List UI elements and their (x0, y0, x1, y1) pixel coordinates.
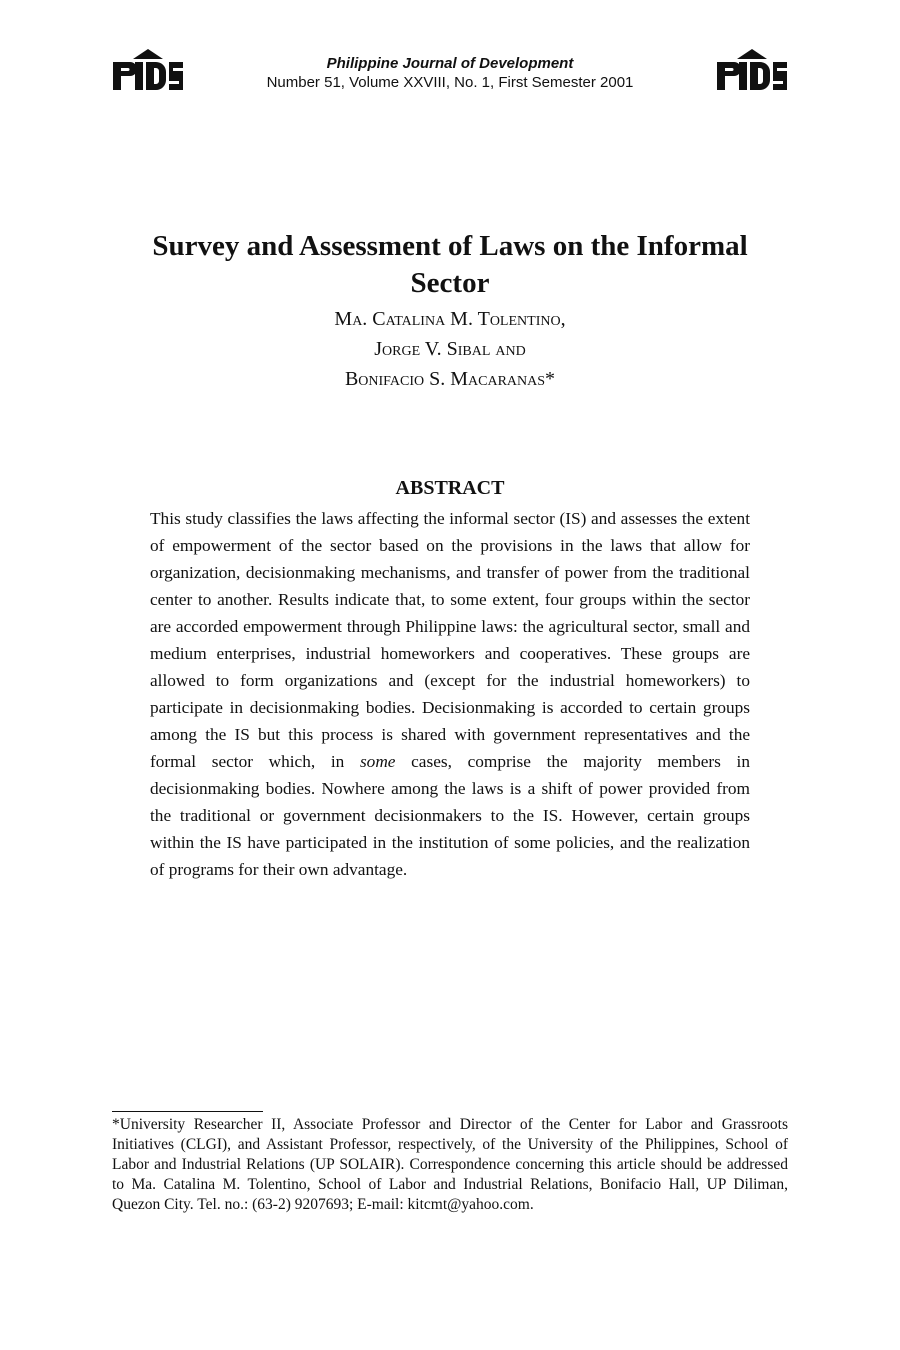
journal-name: Philippine Journal of Development (326, 55, 574, 72)
author-name: Ma. Catalina M. Tolentino, (334, 308, 566, 330)
abstract-text (150, 505, 750, 883)
abstract-text-part: cases, comprise the majority members in decisionmaking bodies. Nowhere among the laws is a shift of power provided from the traditional or government decisionmakers to the IS. However, certain groups within the IS have participated in the institution of some policies, and the realization of programs for their own advantage. (150, 752, 750, 879)
journal-issue: Number 51, Volume XXVIII, No. 1, First Semester 2001 (266, 74, 634, 91)
author-name: Bonifacio S. Macaranas* (344, 368, 556, 390)
abstract-italic-word: some (359, 752, 396, 771)
footnote-divider (112, 1111, 263, 1112)
author-footnote: *University Researcher II, Associate Professor and Director of the Center for Labor and Grassroots Initiatives (CLGI), and Assistant Professor, respectively, of the University of the Philippines, School of Labor and Industrial Relations (UP SOLAIR). Correspondence concerning this article should be addressed to Ma. Catalina M. Tolentino, School of Labor and Industrial Relations, Bonifacio Hall, UP Diliman, Quezon City. Tel. no.: (63-2) 9207693; E-mail: kitcmt@yahoo.com. (112, 1116, 788, 1213)
article-title: Survey and Assessment of Laws on the Informal Sector (152, 230, 748, 299)
author-list (150, 304, 750, 394)
author-name: Jorge V. Sibal and (374, 338, 526, 360)
abstract-heading: ABSTRACT (395, 477, 505, 499)
journal-header (0, 54, 900, 92)
abstract-text-part: This study classifies the laws affecting the informal sector (IS) and assesses the extent of empowerment of the sector based on the provisions in the laws that allow for organization, decisionmaking mechanisms, and transfer of power from the traditional center to another. Results indicate that, to some extent, four groups within the sector are accorded empowerment through Philippine laws: the agricultural sector, small and medium enterprises, industrial homeworkers and cooperatives. These groups are allowed to form organizations and (except for the industrial homeworkers) to participate in decisionmaking bodies. Decisionmaking is accorded to certain groups among the IS but this process is shared with government representatives and the formal sector which, in (150, 509, 750, 771)
